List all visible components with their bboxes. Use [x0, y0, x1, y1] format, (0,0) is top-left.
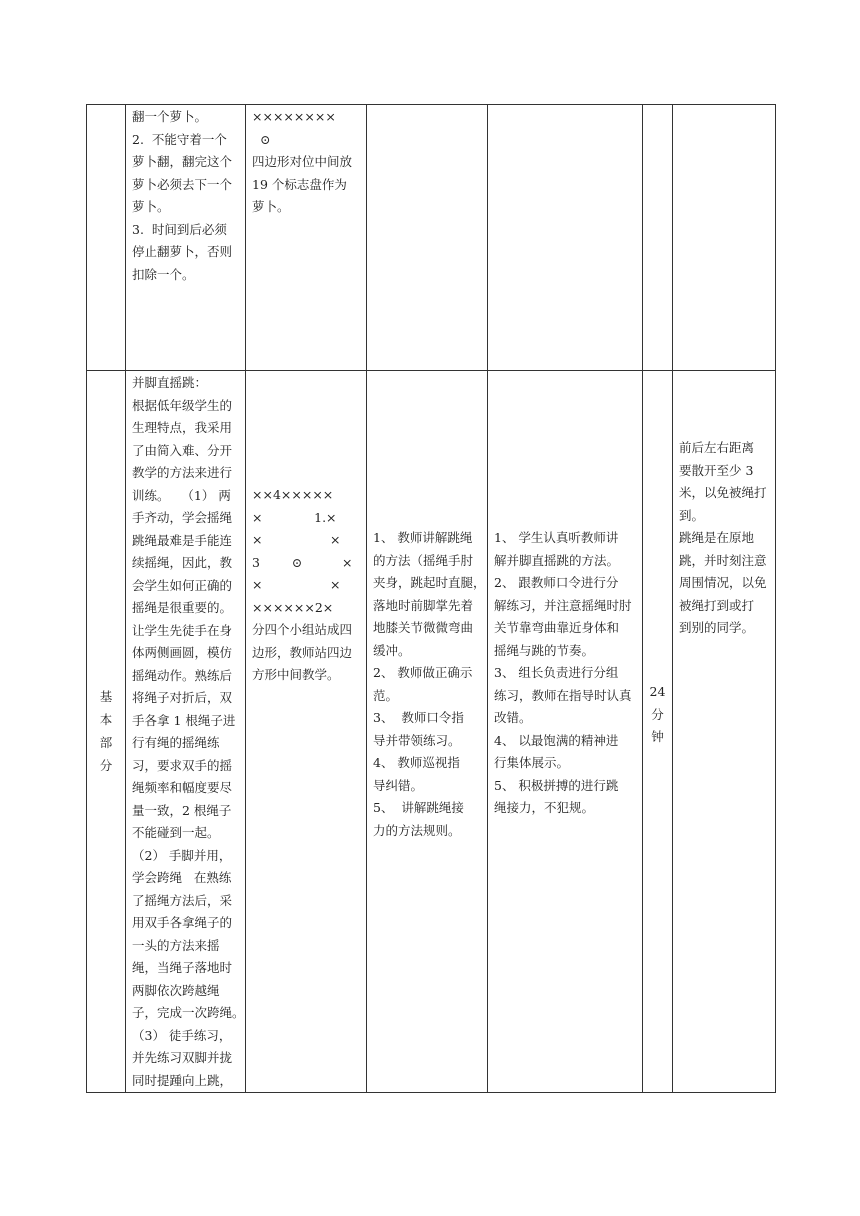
- content-text: 翻一个萝卜。 2. 不能守着一个 萝卜翻，翻完这个 萝卜必须去下一个 萝卜。 3. 时间到后必须 停止翻萝卜，否则 扣除一个。: [132, 109, 233, 282]
- section-title: 基 本 部 分: [99, 689, 113, 774]
- time-text: 24 分 钟: [649, 684, 666, 744]
- section-title-cell: [87, 371, 126, 1093]
- notes-cell: [673, 371, 776, 1093]
- table-row: [87, 371, 776, 1093]
- organization-cell: [246, 371, 367, 1093]
- time-cell: [643, 371, 673, 1093]
- teacher-cell: [367, 371, 488, 1093]
- table-row: [87, 105, 776, 371]
- organization-text: ××4××××× × 1.× × × 3 ⊙ × × × ××××××2× 分四个小组站成四 边形，教师站四边 方形中间教学。: [252, 487, 353, 682]
- student-text: 1、 学生认真听教师讲 解并脚直摇跳的方法。 2、 跟教师口令进行分 解练习，并注意摇绳时肘 关节靠弯曲靠近身体和 摇绳与跳的节奏。 3、 组长负责进行分组 练习，教师在指导时认真 改错。 4、 以最饱满的精神进 行集体展示。 5、 积极拼搏的进行跳 绳接力，不犯规。: [494, 530, 632, 815]
- student-cell: [488, 371, 643, 1093]
- organization-cell: [246, 105, 367, 371]
- section-cell: [87, 105, 126, 371]
- lesson-plan-table: [86, 104, 776, 1093]
- student-cell: [488, 105, 643, 371]
- notes-text: 前后左右距离 要散开至少 3 米，以免被绳打 到。 跳绳是在原地 跳，并时刻注意 周围情况，以免 被绳打到或打 到别的同学。: [679, 440, 767, 635]
- content-cell: [126, 105, 246, 371]
- teacher-text: 1、 教师讲解跳绳 的方法（摇绳手肘 夹身，跳起时直腿， 落地时前脚掌先着 地膝关节微微弯曲 缓冲。 2、 教师做正确示 范。 3、 教师口令指 导并带领练习。 4、 教师巡视指 导纠错。 5、 讲解跳绳接 力的方法规则。: [373, 530, 486, 838]
- content-cell: [126, 371, 246, 1093]
- organization-text: ×××××××× ⊙ 四边形对位中间放 19 个标志盘作为 萝卜。: [252, 109, 353, 214]
- notes-cell: [673, 105, 776, 371]
- time-cell: [643, 105, 673, 371]
- teacher-cell: [367, 105, 488, 371]
- content-text: 并脚直摇跳： 根据低年级学生的 生理特点，我采用 了由简入难、分开 教学的方法来进行 训练。 （1） 两 手齐动，学会摇绳 跳绳最难是手能连 续摇绳，因此，教 会学生如何正确的 摇绳是很重要的。 让学生先徒手在身 体两侧画圆，模仿 摇绳动作。熟练后 将绳子对折后，双 手各拿 1 根绳子进 行有绳的摇绳练 习，要求双手的摇 绳频率和幅度要尽 量一致，2 根绳子 不能碰到一起。 （2） 手脚并用， 学会跨绳 在熟练 了摇绳方法后，采 用双手各拿绳子的 一头的方法来摇 绳，当绳子落地时 两脚依次跨越绳 子，完成一次跨绳。 （3） 徒手练习， 并先练习双脚并拢 同时提踵向上跳，: [132, 375, 245, 1088]
